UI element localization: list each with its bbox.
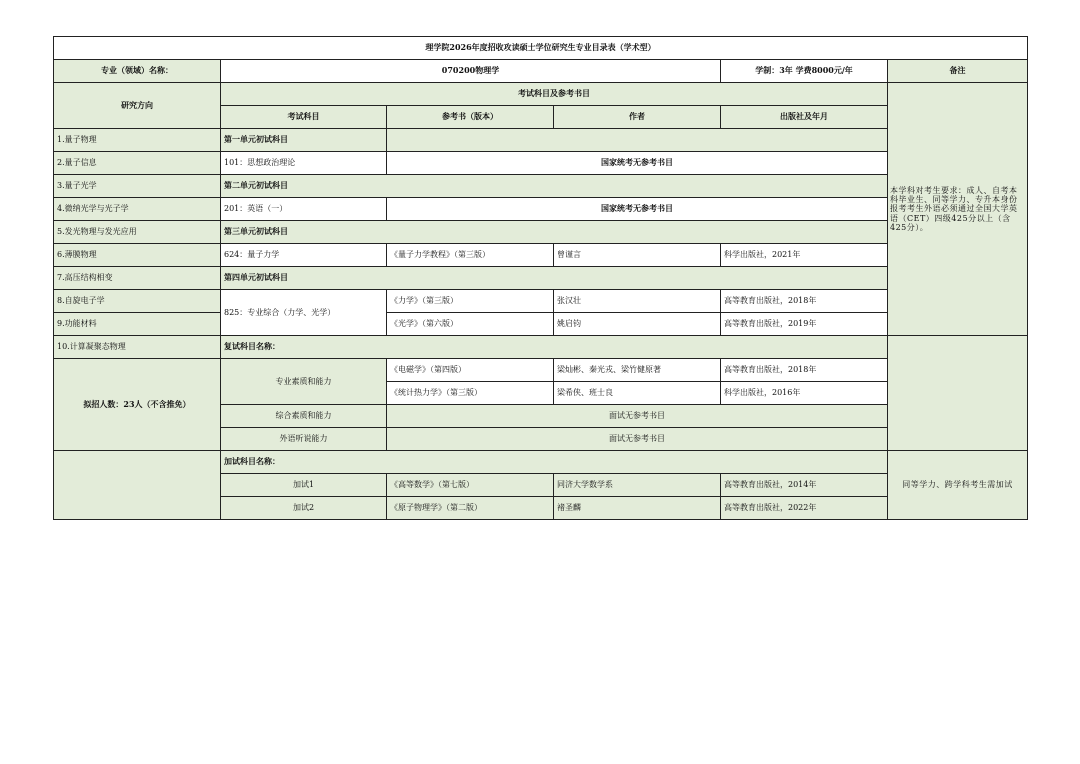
- retest-author: 梁希侠、班士良: [554, 382, 721, 405]
- english-requirement-note: 本学科对考生要求：成人、自考本科毕业生、同等学力、专升本身份报考考生外语必须通过全国大学英语（CET）四级425分以上（含425分）。: [888, 83, 1028, 336]
- page-title: 理学院2026年度招收攻读硕士学位研究生专业目录表（学术型）: [54, 37, 1028, 60]
- retest-comprehensive-note: 面试无参考书目: [387, 405, 888, 428]
- enrollment-quota: 拟招人数：23人（不含推免）: [54, 359, 221, 451]
- remarks-label: 备注: [888, 60, 1028, 83]
- major-label: 专业（领域）名称：: [54, 60, 221, 83]
- retest-label: 复试科目名称：: [221, 336, 888, 359]
- extra-book: 《原子物理学》（第二版）: [387, 497, 554, 520]
- extra-label: 加试科目名称：: [221, 451, 888, 474]
- unit1-no-book: 国家统考无参考书目: [387, 152, 888, 175]
- unit4-publisher: 高等教育出版社，2018年: [721, 290, 888, 313]
- col-subject-header: 考试科目: [221, 106, 387, 129]
- unit3-label: 第三单元初试科目: [221, 221, 888, 244]
- unit1-label: 第一单元初试科目: [221, 129, 387, 152]
- extra-author: 同济大学数学系: [554, 474, 721, 497]
- unit4-label: 第四单元初试科目: [221, 267, 888, 290]
- catalog-table: [53, 36, 1028, 520]
- unit2-label: 第二单元初试科目: [221, 175, 888, 198]
- retest-book: 《电磁学》（第四版）: [387, 359, 554, 382]
- direction-item: 10.计算凝聚态物理: [54, 336, 221, 359]
- direction-item: 1.量子物理: [54, 129, 221, 152]
- duration-fee: 学制：3年 学费8000元/年: [721, 60, 888, 83]
- retest-publisher: 科学出版社，2016年: [721, 382, 888, 405]
- unit4-book: 《光学》（第六版）: [387, 313, 554, 336]
- unit3-publisher: 科学出版社，2021年: [721, 244, 888, 267]
- direction-item: 9.功能材料: [54, 313, 221, 336]
- col-publisher-header: 出版社及年月: [721, 106, 888, 129]
- extra-publisher: 高等教育出版社，2022年: [721, 497, 888, 520]
- major-value: 070200物理学: [221, 60, 721, 83]
- retest-language-note: 面试无参考书目: [387, 428, 888, 451]
- extra-subject: 加试2: [221, 497, 387, 520]
- unit4-author: 姚启钧: [554, 313, 721, 336]
- unit1-subject: 101：思想政治理论: [221, 152, 387, 175]
- direction-item: 6.薄膜物理: [54, 244, 221, 267]
- col-author-header: 作者: [554, 106, 721, 129]
- direction-item: 7.高压结构相变: [54, 267, 221, 290]
- exam-group-header: 考试科目及参考书目: [221, 83, 888, 106]
- direction-item: 4.微纳光学与光子学: [54, 198, 221, 221]
- retest-professional: 专业素质和能力: [221, 359, 387, 405]
- extra-publisher: 高等教育出版社，2014年: [721, 474, 888, 497]
- extra-subject: 加试1: [221, 474, 387, 497]
- col-book-header: 参考书（版本）: [387, 106, 554, 129]
- retest-language: 外语听说能力: [221, 428, 387, 451]
- direction-item: 8.自旋电子学: [54, 290, 221, 313]
- unit4-author: 张汉壮: [554, 290, 721, 313]
- unit2-subject: 201：英语（一）: [221, 198, 387, 221]
- retest-publisher: 高等教育出版社，2018年: [721, 359, 888, 382]
- direction-header: 研究方向: [54, 83, 221, 129]
- extra-book: 《高等数学》（第七版）: [387, 474, 554, 497]
- extra-author: 褚圣麟: [554, 497, 721, 520]
- unit4-publisher: 高等教育出版社，2019年: [721, 313, 888, 336]
- unit2-no-book: 国家统考无参考书目: [387, 198, 888, 221]
- direction-item: 2.量子信息: [54, 152, 221, 175]
- direction-item: 3.量子光学: [54, 175, 221, 198]
- unit3-subject: 624：量子力学: [221, 244, 387, 267]
- extra-requirement-note: 同等学力、跨学科考生需加试: [888, 451, 1028, 520]
- retest-book: 《统计热力学》（第三版）: [387, 382, 554, 405]
- retest-comprehensive: 综合素质和能力: [221, 405, 387, 428]
- retest-author: 梁灿彬、秦光戎、梁竹健原著: [554, 359, 721, 382]
- unit4-book: 《力学》（第三版）: [387, 290, 554, 313]
- direction-item: 5.发光物理与发光应用: [54, 221, 221, 244]
- unit4-subject: 825：专业综合（力学、光学）: [221, 290, 387, 336]
- unit3-author: 曾谨言: [554, 244, 721, 267]
- unit3-book: 《量子力学教程》（第三版）: [387, 244, 554, 267]
